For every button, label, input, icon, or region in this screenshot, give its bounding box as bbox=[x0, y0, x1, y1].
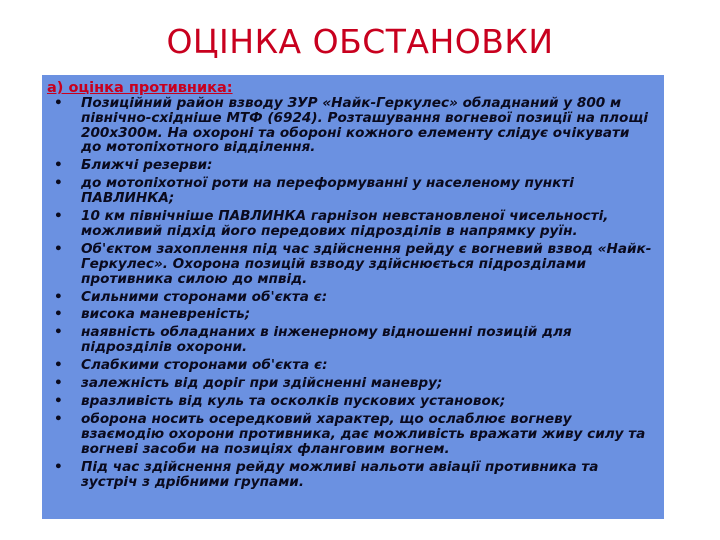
bullet-icon: • bbox=[54, 393, 63, 410]
list-item bbox=[47, 290, 654, 305]
bullet-icon: • bbox=[54, 288, 63, 305]
bullet-icon: • bbox=[54, 411, 63, 428]
list-item-text: Під час здійснення рейду можливі нальоти авіації противника та зустріч з дрібними групами. bbox=[81, 458, 599, 490]
bullet-icon: • bbox=[54, 240, 63, 257]
list-item bbox=[47, 412, 654, 456]
list-item bbox=[47, 176, 654, 206]
list-item-text: залежність від доріг при здійсненні маневру; bbox=[81, 375, 443, 392]
list-item bbox=[47, 209, 654, 239]
bullet-icon: • bbox=[54, 458, 63, 475]
list-item-text: Позиційний район взводу ЗУР «Найк-Геркулес» обладнаний у 800 м північно-східніше МТФ (6924). Розташування вогневої позиції на площі 200х300м. На охороні та обороні кожного елементу слідує очікувати до мотопіхотного відділення. bbox=[81, 95, 649, 156]
list-item-text: висока маневреність; bbox=[81, 306, 251, 323]
list-item-text: до мотопіхотної роти на переформуванні у населеному пункті ПАВЛИНКА; bbox=[81, 175, 574, 207]
list-item-text: вразливість від куль та осколків пускових установок; bbox=[81, 393, 506, 410]
list-item-text: Сильними сторонами об'єкта є: bbox=[81, 288, 328, 305]
list-item bbox=[47, 325, 654, 355]
bullet-icon: • bbox=[54, 306, 63, 323]
list-item bbox=[47, 376, 654, 391]
list-item bbox=[47, 307, 654, 322]
list-item-text: 10 км північніше ПАВЛИНКА гарнізон невстановленої чисельності, можливий підхід його передових підрозділів в напрямку руїн. bbox=[81, 208, 609, 239]
list-item bbox=[47, 394, 654, 409]
list-item-text: Ближчі резерви: bbox=[81, 157, 213, 174]
slide-title: ОЦІНКА ОБСТАНОВКИ bbox=[166, 22, 554, 61]
bullet-icon: • bbox=[54, 95, 63, 111]
list-item bbox=[47, 96, 654, 155]
bullet-icon: • bbox=[54, 208, 63, 225]
list-item bbox=[47, 460, 654, 490]
list-item bbox=[47, 358, 654, 373]
list-item bbox=[47, 242, 654, 286]
section-heading: а) оцінка противника: bbox=[47, 80, 233, 96]
bullet-icon: • bbox=[54, 324, 63, 341]
list-item-text: оборона носить осередковий характер, що ослаблює вогневу взаємодію охорони противника, дає можливість вражати живу силу та вогневі засоби на позиціях фланговим вогнем. bbox=[81, 411, 646, 457]
list-item-text: Об'єктом захоплення під час здійснення рейду є вогневий взвод «Найк-Геркулес». Охорона позицій взводу здійснюється підрозділами противника силою до мпвід. bbox=[81, 240, 652, 287]
list-item-text: наявність обладнаних в інженерному відношенні позицій для підрозділів охорони. bbox=[81, 324, 572, 356]
list-item bbox=[47, 158, 654, 173]
bullet-icon: • bbox=[54, 357, 63, 374]
bullet-list bbox=[47, 96, 654, 489]
bullet-icon: • bbox=[54, 157, 63, 174]
bullet-icon: • bbox=[54, 175, 63, 192]
list-item-text: Слабкими сторонами об'єкта є: bbox=[81, 357, 328, 374]
content-box bbox=[42, 75, 664, 519]
bullet-icon: • bbox=[54, 375, 63, 392]
